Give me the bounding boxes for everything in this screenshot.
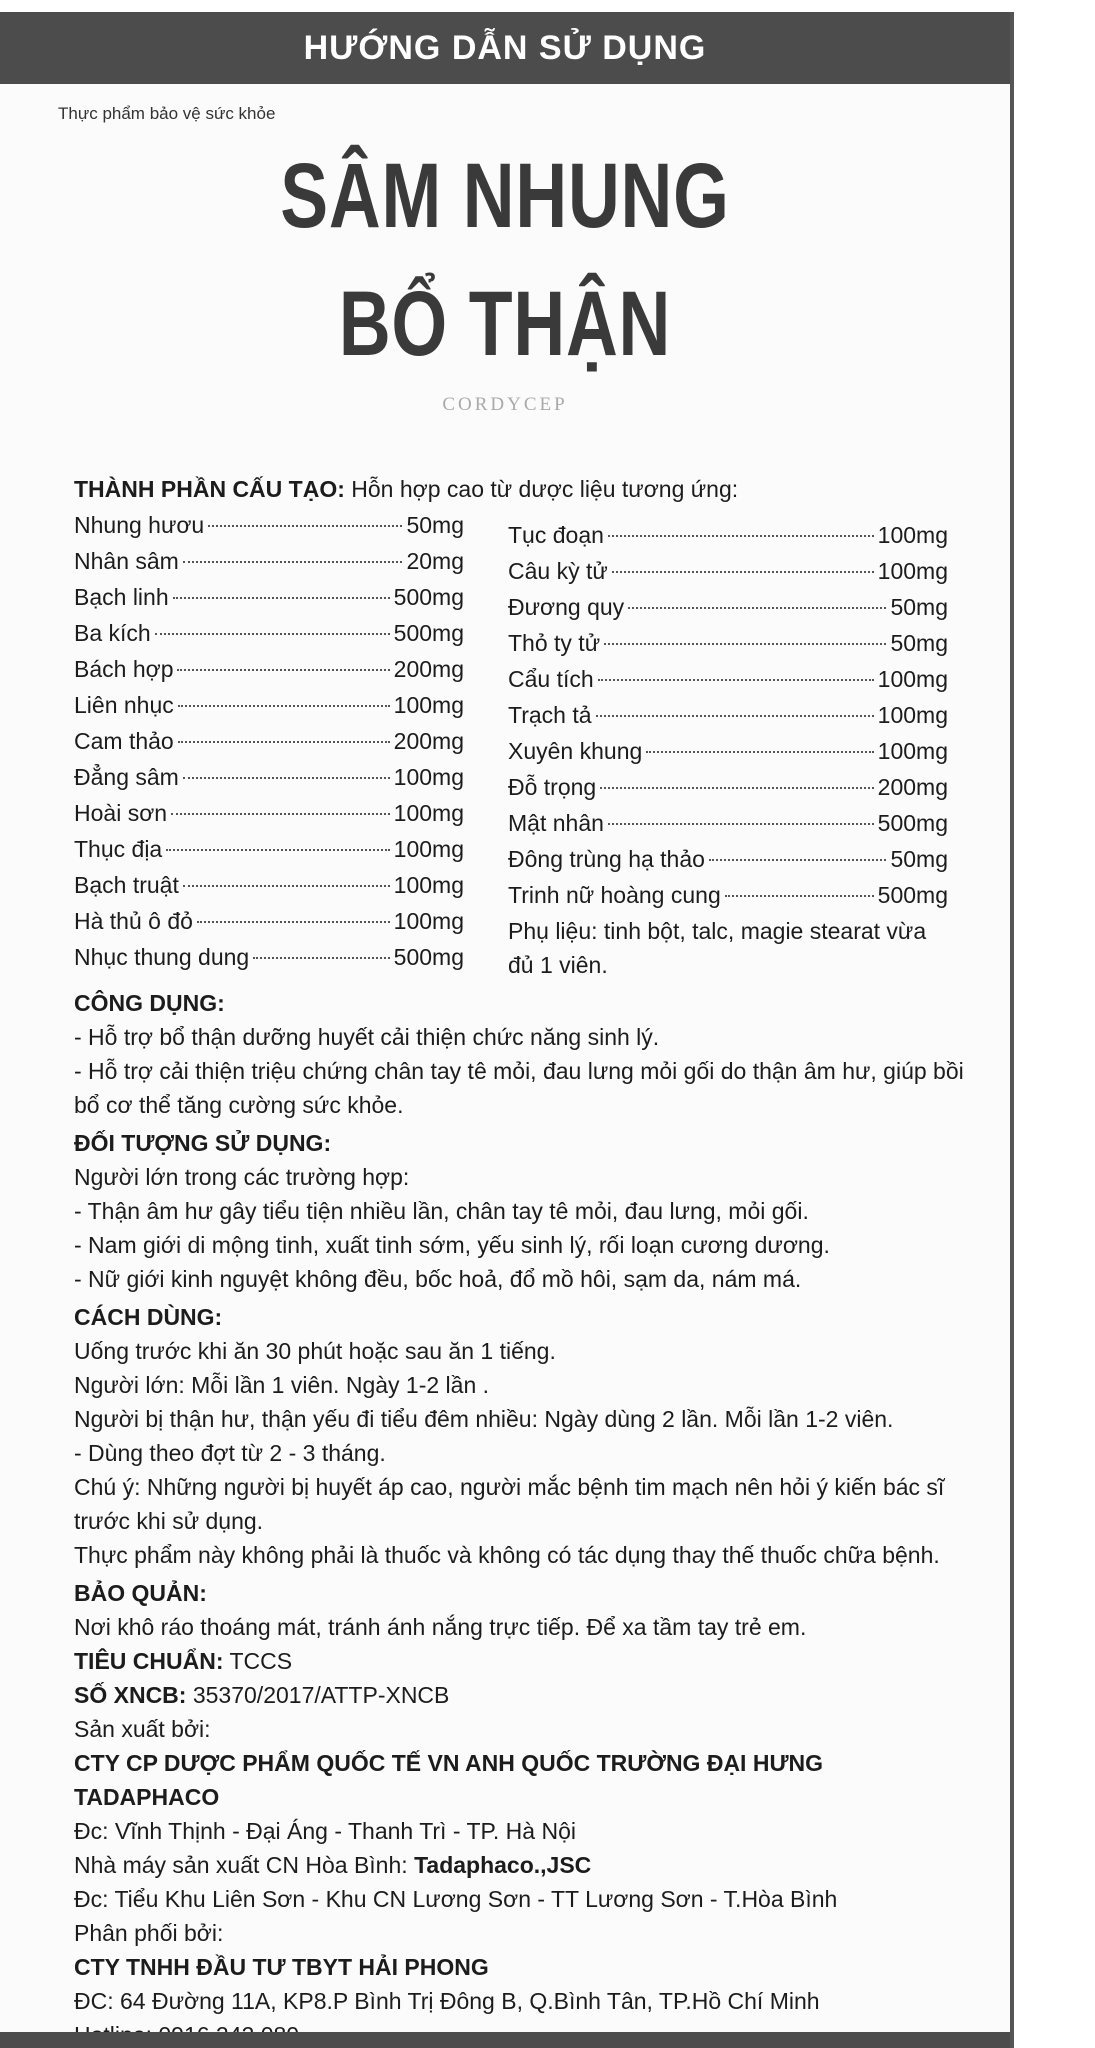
- ingredient-name: Bách hợp: [74, 656, 174, 682]
- registration-row: [74, 1678, 974, 1712]
- dot-leader: [253, 957, 389, 959]
- ingredient-amount: 200mg: [393, 728, 464, 754]
- ingredient-name: Thỏ ty tử: [508, 630, 601, 656]
- dot-leader: [183, 561, 403, 563]
- ingredient-row: [74, 544, 464, 580]
- ingredient-row: [508, 842, 948, 878]
- produced-by-label: Sản xuất bởi:: [74, 1716, 211, 1742]
- ingredient-name: Liên nhục: [74, 692, 174, 718]
- standard-row: [74, 1644, 974, 1678]
- ingredient-name: Hoài sơn: [74, 800, 168, 826]
- ingredient-row: [508, 590, 948, 626]
- dot-leader: [208, 525, 402, 527]
- ingredient-row: [74, 832, 464, 868]
- dot-leader: [600, 787, 873, 789]
- ingredient-amount: 100mg: [393, 692, 464, 718]
- ingredient-amount: 50mg: [890, 630, 948, 656]
- ingredient-row: [508, 554, 948, 590]
- ingredient-row: [74, 904, 464, 940]
- footer-band: [0, 2032, 1010, 2048]
- dot-leader: [178, 705, 390, 707]
- sheet-edge: [1010, 12, 1014, 2048]
- target-section: [74, 1126, 974, 1296]
- ingredient-row: [74, 652, 464, 688]
- usage-title: CÁCH DÙNG:: [74, 1304, 223, 1330]
- ingredient-name: Đông trùng hạ thảo: [508, 846, 705, 872]
- ingredient-name: Trinh nữ hoàng cung: [508, 882, 721, 908]
- ingredient-name: Tục đoạn: [508, 522, 604, 548]
- dot-leader: [709, 859, 887, 861]
- ingredient-row: [74, 616, 464, 652]
- ingredient-amount: 100mg: [393, 764, 464, 790]
- ingredient-name: Mật nhân: [508, 810, 604, 836]
- storage-title: BẢO QUẢN:: [74, 1580, 207, 1606]
- target-line: Người lớn trong các trường hợp:: [74, 1164, 410, 1190]
- usage-line: Người lớn: Mỗi lần 1 viên. Ngày 1-2 lần .: [74, 1372, 490, 1398]
- excipients-note: Phụ liệu: tinh bột, talc, magie stearat vừa đủ 1 viên.: [508, 918, 927, 978]
- registration-value: 35370/2017/ATTP-XNCB: [186, 1682, 450, 1708]
- ingredients-label: THÀNH PHẦN CẤU TẠO:: [74, 476, 345, 502]
- product-category: Thực phẩm bảo vệ sức khỏe: [58, 104, 276, 123]
- ingredient-amount: 200mg: [393, 656, 464, 682]
- ingredients-right-column: [508, 508, 948, 982]
- product-title-line1: SÂM NHUNG: [280, 145, 730, 247]
- ingredients-left-column: [74, 508, 464, 982]
- factory-label: Nhà máy sản xuất CN Hòa Bình:: [74, 1852, 415, 1878]
- dot-leader: [604, 643, 886, 645]
- uses-line: - Hỗ trợ bổ thận dưỡng huyết cải thiện chức năng sinh lý.: [74, 1024, 660, 1050]
- ingredient-amount: 100mg: [877, 666, 948, 692]
- ingredient-row: [508, 626, 948, 662]
- ingredient-row: [508, 734, 948, 770]
- dot-leader: [608, 535, 874, 537]
- dot-leader: [183, 777, 390, 779]
- usage-line: Người bị thận hư, thận yếu đi tiểu đêm nhiều: Ngày dùng 2 lần. Mỗi lần 1-2 viên.: [74, 1406, 894, 1432]
- dot-leader: [598, 679, 874, 681]
- target-line: - Thận âm hư gây tiểu tiện nhiều lần, chân tay tê mỏi, đau lưng, mỏi gối.: [74, 1198, 809, 1224]
- ingredient-row: [508, 518, 948, 554]
- ingredient-amount: 100mg: [393, 908, 464, 934]
- dot-leader: [197, 921, 390, 923]
- ingredient-name: Cam thảo: [74, 728, 174, 754]
- dot-leader: [183, 885, 390, 887]
- usage-line: - Dùng theo đợt từ 2 - 3 tháng.: [74, 1440, 386, 1466]
- ingredient-name: Ba kích: [74, 620, 151, 646]
- storage-text: Nơi khô ráo thoáng mát, tránh ánh nắng trực tiếp. Để xa tầm tay trẻ em.: [74, 1614, 807, 1640]
- ingredient-name: Trạch tả: [508, 702, 592, 728]
- ingredient-row: [74, 508, 464, 544]
- ingredient-name: Câu kỳ tử: [508, 558, 608, 584]
- ingredient-amount: 100mg: [393, 836, 464, 862]
- dot-leader: [155, 633, 390, 635]
- dot-leader: [166, 849, 389, 851]
- ingredient-amount: 20mg: [406, 548, 464, 574]
- uses-title: CÔNG DỤNG:: [74, 990, 225, 1016]
- usage-line: Chú ý: Những người bị huyết áp cao, người mắc bệnh tim mạch nên hỏi ý kiến bác sĩ trước khi sử dụng.: [74, 1474, 945, 1534]
- uses-line: - Hỗ trợ cải thiện triệu chứng chân tay tê mỏi, đau lưng mỏi gối do thận âm hư, giúp bồi bổ cơ thể tăng cường sức khỏe.: [74, 1058, 964, 1118]
- usage-section: [74, 1300, 974, 1572]
- ingredient-row: [74, 868, 464, 904]
- ingredients-intro: Hỗn hợp cao từ dược liệu tương ứng:: [344, 476, 739, 502]
- ingredient-name: Hà thủ ô đỏ: [74, 908, 193, 934]
- ingredient-row: [74, 688, 464, 724]
- target-line: - Nữ giới kinh nguyệt không đều, bốc hoả, đổ mồ hôi, sạm da, nám má.: [74, 1266, 802, 1292]
- standard-label: TIÊU CHUẨN:: [74, 1648, 224, 1674]
- factory-row: [74, 1848, 974, 1882]
- distributor-company: CTY TNHH ĐẦU TƯ TBYT HẢI PHONG: [74, 1954, 489, 1980]
- standard-value: TCCS: [223, 1648, 293, 1674]
- dot-leader: [646, 751, 873, 753]
- ingredient-amount: 100mg: [393, 872, 464, 898]
- ingredient-name: Thục địa: [74, 836, 163, 862]
- product-subtitle: CORDYCEP: [442, 394, 568, 415]
- ingredient-name: Nhung hươu: [74, 512, 205, 538]
- ingredient-amount: 500mg: [877, 810, 948, 836]
- ingredient-name: Bạch truật: [74, 872, 179, 898]
- distributor-label: Phân phối bởi:: [74, 1920, 224, 1946]
- target-line: - Nam giới di mộng tinh, xuất tinh sớm, yếu sinh lý, rối loạn cương dương.: [74, 1232, 830, 1258]
- dot-leader: [171, 813, 390, 815]
- usage-line: Uống trước khi ăn 30 phút hoặc sau ăn 1 tiếng.: [74, 1338, 556, 1364]
- ingredient-name: Xuyên khung: [508, 738, 643, 764]
- uses-section: [74, 986, 974, 1122]
- storage-section: [74, 1576, 974, 1644]
- ingredient-name: Cẩu tích: [508, 666, 594, 692]
- dot-leader: [596, 715, 874, 717]
- ingredient-name: Bạch linh: [74, 584, 169, 610]
- leaflet-body: [74, 472, 974, 2048]
- manufacturer-company: CTY CP DƯỢC PHẨM QUỐC TẾ VN ANH QUỐC TRƯỜNG ĐẠI HƯNG TADAPHACO: [74, 1750, 824, 1810]
- ingredient-row: [74, 940, 464, 976]
- ingredient-amount: 500mg: [393, 620, 464, 646]
- ingredient-row: [508, 770, 948, 806]
- dot-leader: [177, 669, 389, 671]
- ingredient-name: Đỗ trọng: [508, 774, 597, 800]
- dot-leader: [178, 741, 390, 743]
- product-title-line2: BỔ THẬN: [338, 273, 672, 375]
- ingredient-row: [508, 698, 948, 734]
- ingredient-row: [74, 580, 464, 616]
- instruction-leaflet: [0, 12, 1010, 2048]
- ingredient-row: [508, 806, 948, 842]
- ingredient-amount: 500mg: [877, 882, 948, 908]
- dot-leader: [628, 607, 886, 609]
- factory-address: Đc: Tiểu Khu Liên Sơn - Khu CN Lương Sơn - TT Lương Sơn - T.Hòa Bình: [74, 1886, 838, 1912]
- registration-label: SỐ XNCB:: [74, 1682, 187, 1708]
- ingredient-row: [508, 878, 948, 914]
- ingredient-amount: 100mg: [877, 558, 948, 584]
- dot-leader: [612, 571, 874, 573]
- dot-leader: [173, 597, 390, 599]
- usage-line: Thực phẩm này không phải là thuốc và không có tác dụng thay thế thuốc chữa bệnh.: [74, 1542, 940, 1568]
- distributor-address: ĐC: 64 Đường 11A, KP8.P Bình Trị Đông B, Q.Bình Tân, TP.Hồ Chí Minh: [74, 1988, 820, 2014]
- dot-leader: [725, 895, 874, 897]
- ingredient-name: Đương quy: [508, 594, 625, 620]
- ingredient-row: [508, 662, 948, 698]
- ingredient-amount: 100mg: [877, 522, 948, 548]
- ingredient-name: Đẳng sâm: [74, 764, 179, 790]
- header-title: HƯỚNG DẪN SỬ DỤNG: [0, 12, 1010, 84]
- ingredient-name: Nhân sâm: [74, 548, 179, 574]
- manufacturer-address: Đc: Vĩnh Thịnh - Đại Áng - Thanh Trì - TP. Hà Nội: [74, 1818, 576, 1844]
- ingredient-amount: 100mg: [393, 800, 464, 826]
- ingredient-amount: 500mg: [393, 584, 464, 610]
- ingredient-amount: 50mg: [890, 594, 948, 620]
- dot-leader: [608, 823, 874, 825]
- ingredient-row: [74, 724, 464, 760]
- ingredient-amount: 50mg: [406, 512, 464, 538]
- factory-name: Tadaphaco.,JSC: [414, 1852, 592, 1878]
- ingredient-amount: 100mg: [877, 738, 948, 764]
- ingredient-row: [74, 796, 464, 832]
- ingredient-amount: 500mg: [393, 944, 464, 970]
- ingredient-name: Nhục thung dung: [74, 944, 250, 970]
- ingredient-amount: 200mg: [877, 774, 948, 800]
- ingredient-row: [74, 760, 464, 796]
- ingredients-table: [74, 508, 974, 982]
- page-margin: [1010, 0, 1095, 2048]
- ingredient-amount: 100mg: [877, 702, 948, 728]
- ingredient-amount: 50mg: [890, 846, 948, 872]
- target-title: ĐỐI TƯỢNG SỬ DỤNG:: [74, 1130, 332, 1156]
- ingredients-heading: [74, 472, 974, 506]
